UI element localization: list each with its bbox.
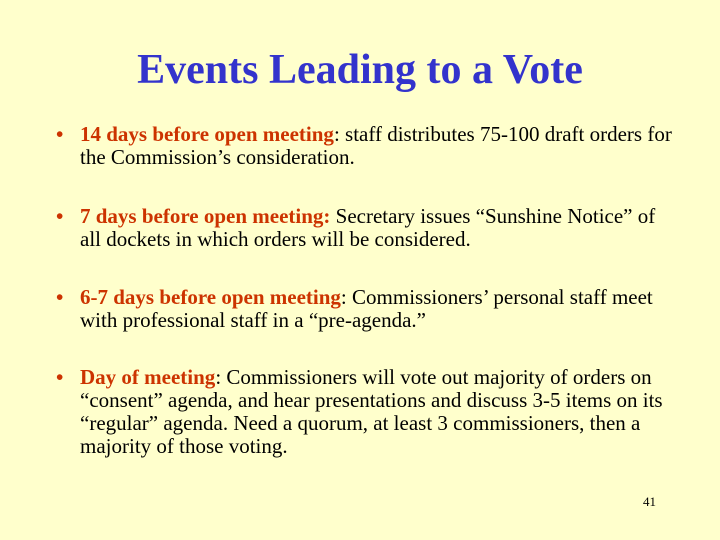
bullet-lead: 7 days before open meeting: — [80, 204, 331, 228]
bullet-body: Secretary issues “Sunshine Notice” of all dockets in which orders will be considered. — [80, 204, 656, 251]
page-number: 41 — [643, 494, 656, 509]
bullet-body: staff distributes 75-100 draft orders for the Commission’s consideration. — [80, 122, 672, 169]
bullet-marker: • — [56, 204, 64, 228]
bullet-body: Commissioners will vote out majority of orders on “consent” agenda, and hear presentations and discuss 3-5 items on its “regular” agenda. Need a quorum, at least 3 commissioners, then a majority of those voting. — [80, 365, 663, 458]
bullet-text — [56, 366, 676, 458]
bullet-item-3 — [56, 286, 676, 332]
bullet-text — [56, 123, 676, 169]
bullet-item-1 — [56, 123, 676, 169]
bullet-lead: 6-7 days before open meeting — [80, 285, 341, 309]
bullet-lead: 14 days before open meeting — [80, 122, 334, 146]
bullet-marker: • — [56, 285, 64, 309]
bullet-body: Commissioners’ personal staff meet with professional staff in a “pre-agenda.” — [80, 285, 653, 332]
bullet-marker: • — [56, 122, 64, 146]
bullet-item-4 — [56, 366, 676, 458]
slide-title: Events Leading to a Vote — [137, 47, 583, 93]
bullet-text — [56, 205, 676, 251]
bullet-separator: : — [333, 122, 340, 146]
bullet-marker: • — [56, 365, 64, 389]
bullet-text — [56, 286, 676, 332]
bullet-item-2 — [56, 205, 676, 251]
bullet-separator: : — [340, 285, 347, 309]
bullet-separator: : — [215, 365, 222, 389]
bullet-lead: Day of meeting — [80, 365, 216, 389]
